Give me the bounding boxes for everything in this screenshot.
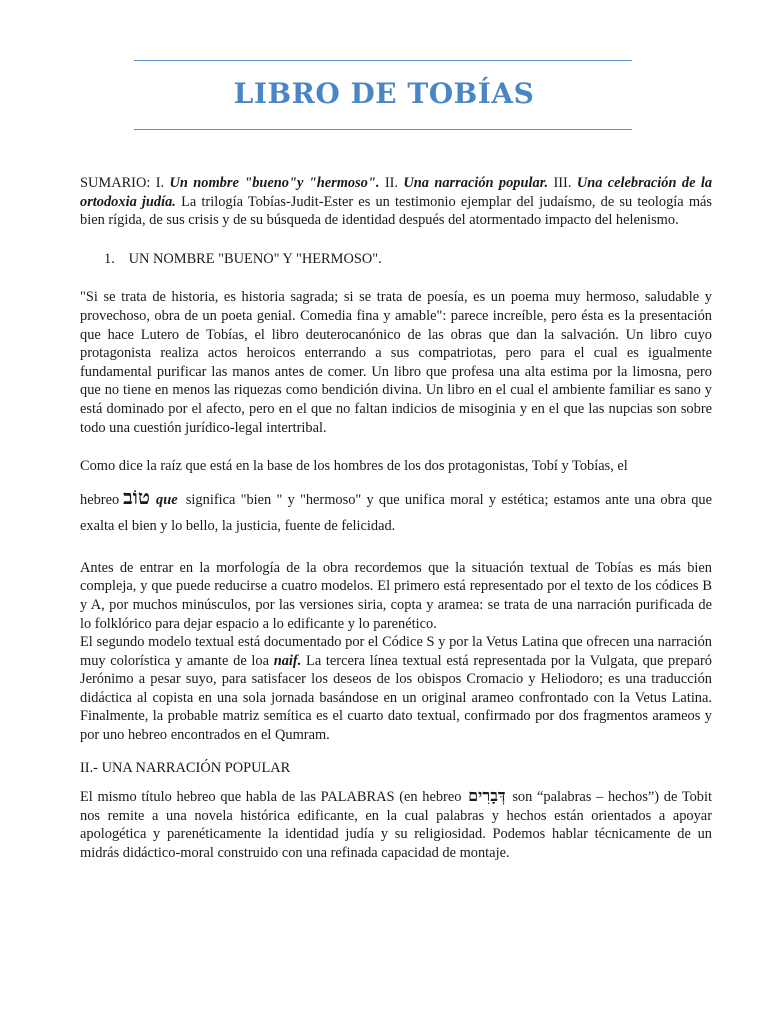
section-1-paragraph-2-line-1: Como dice la raíz que está en la base de los hombres de los dos protagonistas, Tobí y Tobías, el (80, 458, 628, 475)
section-1-paragraph-4-a: El segundo modelo textual está documentado por el Códice S y por la Vetus Latina que ofrecen una narración muy colorística y amante de loa (80, 634, 712, 669)
sumario-item-1: Un nombre "bueno"y "hermoso". (169, 175, 380, 191)
document-body (80, 174, 712, 883)
section-1-heading (80, 250, 712, 269)
sumario-sep-3: III. (548, 175, 577, 191)
title-rule-top (134, 60, 632, 61)
sumario-paragraph (80, 174, 712, 230)
sumario-label: SUMARIO: I. (80, 175, 170, 191)
title-rule-bottom (134, 129, 632, 130)
section-1-paragraph-1: "Si se trata de historia, es historia sagrada; si se trata de poesía, es un poema muy hermoso, saludable y provechoso, obra de un poeta genial. Comedia fina y amable": parece increíble, pero ésta es la presentación que hace Lutero de Tobías, el libro deuterocanónico de las obras que dan la salvación. Un libro cuyo protagonista realiza actos heroicos enterrando a sus compatriotas, pero para el cual es igualmente fundamental purificar las manos antes de comer. Un libro que profesa una alta estima por la limosna, pero que no tiene en menos las riquezas como bendición divina. Un libro en el cual el ambiente familiar es sano y está dominado por el afecto, pero en el que no faltan indicios de misoginia y en el que las nupcias son sobre todo una cuestión jurídico-legal intertribal. (80, 289, 712, 436)
section-2-paragraph-1-a: El mismo título hebreo que habla de las PALABRAS (en hebreo (80, 789, 462, 806)
hebrew-word-devarim: דְּבָרִים (468, 786, 506, 806)
section-1-paragraph-4-b: La tercera línea textual está representada por la Vulgata, que preparó Jerónimo a pesar suyo, para satisfacer los deseos de los obispos Cromacio y Heliodoro; es una traducción didáctica al copista en una sola jornada basándose en un original arameo confrontado con la Vetus Latina. Finalmente, la probable matriz semítica es el cuarto dato textual, confirmado por dos fragmentos arameos y por uno hebreo encontrados en el Qumram. (80, 652, 713, 744)
sumario-item-2: Una narración popular. (403, 175, 549, 191)
section-1-paragraph-2-rest: significa "bien " y "hermoso" y que unifica moral y estética; estamos ante una obra que exalta el bien y lo bello, la justicia, fuente de felicidad. (80, 491, 712, 534)
sumario-sep-2: II. (379, 175, 404, 191)
section-1-number: 1. (104, 250, 115, 267)
section-1-paragraph-4 (80, 633, 712, 745)
section-2-heading: II.- UNA NARRACIÓN POPULAR (80, 759, 291, 776)
que-word: que (156, 491, 178, 508)
section-1-heading-text: UN NOMBRE "BUENO" Y "HERMOSO". (128, 250, 382, 267)
sumario-rest: La trilogía Tobías-Judit-Ester es un testimonio ejemplar del judaísmo, de su teología más bien rígida, de sus crisis y de su búsqueda de identidad después del atormentado impacto del helenismo. (80, 193, 713, 229)
section-1-paragraph-3: Antes de entrar en la morfología de la obra recordemos que la situación textual de Tobías es más bien compleja, y que puede reducirse a cuatro modelos. El primero está representado por el texto de los códices B y A, por muchos minúsculos, por las versiones siria, copta y aramea: se trata de una narración purificada de lo folklórico para dejar espacio a lo edificante y lo parenético. (80, 559, 712, 632)
section-2-paragraph-1 (80, 787, 712, 862)
section-1-paragraph-2 (80, 484, 712, 539)
section-2-paragraph-1-b: son “palabras – hechos”) de Tobit nos remite a una novela histórica edificante, en la cual palabras y hechos están orientados a apoyar apologética y parenéticamente la identidad judía y su religiosidad. Podemos hablar técnicamente de un midrás didáctico-moral construido con una refinada capacidad de montaje. (80, 789, 713, 862)
naif-word: naif. (273, 652, 302, 669)
sumario-item-3: Una celebración de la ortodoxia judía. (80, 175, 713, 210)
hebrew-word-tov: טוֹב (123, 484, 150, 509)
document-title: LIBRO DE TOBÍAS (233, 77, 535, 110)
hebreo-word: hebreo (80, 491, 120, 508)
